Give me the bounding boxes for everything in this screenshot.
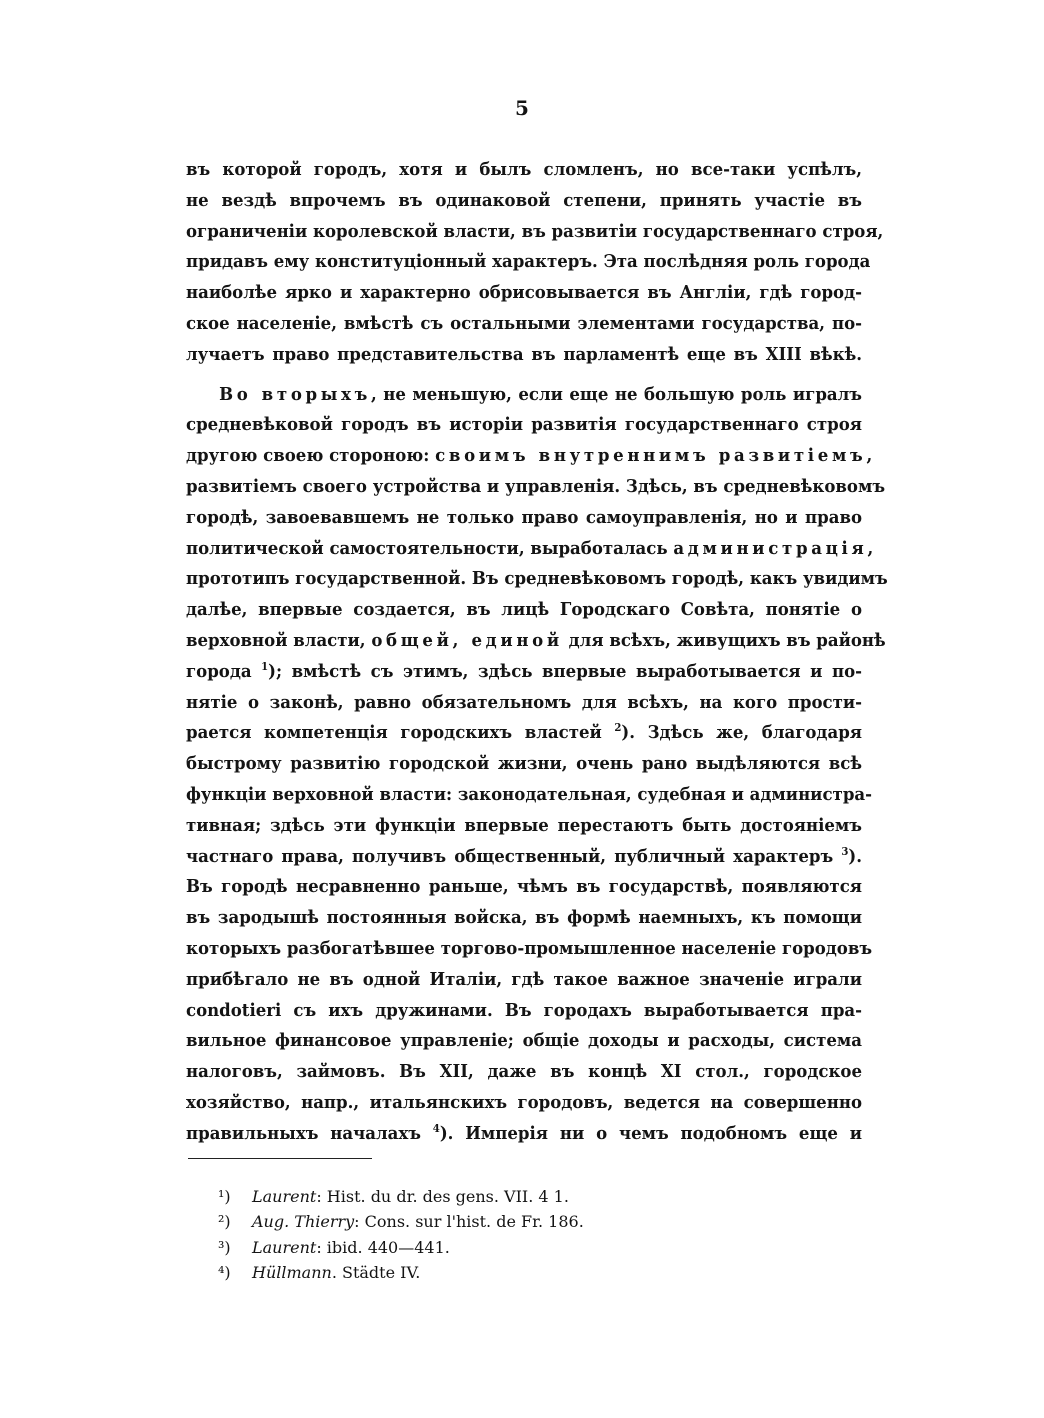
text-line: которыхъ разбогатѣвшее торгово-промышленное населеніе городовъ — [186, 937, 873, 959]
text-line: лучаетъ право представительства въ парламентѣ еще въ XIII вѣкѣ. — [186, 343, 863, 365]
line-text: ); вмѣстѣ съ этимъ, здѣсь впервые выработывается и по- — [268, 660, 863, 682]
text-line: въ зародышѣ постоянныя войска, въ формѣ наемныхъ, къ помощи — [186, 907, 863, 929]
text-line: прибѣгало не въ одной Италіи, гдѣ такое важное значеніе играли — [186, 968, 863, 990]
footnotes — [218, 1184, 818, 1285]
footnote-ref: 3 — [841, 844, 849, 858]
line-text: верховной власти, — [186, 629, 372, 651]
text-line: ограниченіи королевской власти, въ развитіи государственнаго строя, — [186, 220, 884, 242]
text-line — [186, 1119, 862, 1150]
line-text: , — [867, 537, 874, 559]
text-line: нятіе о законѣ, равно обязательномъ для всѣхъ, на кого прости- — [186, 691, 863, 713]
text-line: не вездѣ впрочемъ въ одинаковой степени, принять участіе въ — [186, 189, 863, 211]
emphasized-text: Во вторыхъ — [219, 383, 372, 405]
footnote-author: Laurent — [252, 1237, 317, 1257]
text-line: прототипъ государственной. Въ средневѣковомъ городѣ, какъ увидимъ — [186, 568, 888, 590]
footnote-text: . Städte IV. — [331, 1262, 421, 1282]
page-number: 5 — [515, 96, 529, 120]
footnote-number: ⁴) — [218, 1262, 231, 1282]
text-line: хозяйство, напр., итальянскихъ городовъ, ведется на совершенно — [186, 1091, 863, 1113]
text-line: тивная; здѣсь эти функціи впервые перестаютъ быть достояніемъ — [186, 814, 863, 836]
footnote-ref: 1 — [261, 659, 269, 673]
text-line — [186, 657, 862, 688]
footnote-ref: 2 — [614, 721, 622, 735]
emphasized-text: общей, единой — [371, 629, 563, 651]
line-text: города — [186, 660, 262, 682]
footnote — [218, 1209, 818, 1234]
text-line — [186, 380, 862, 411]
footnote — [218, 1260, 818, 1285]
text-line: въ которой городъ, хотя и былъ сломленъ, но все-таки успѣлъ, — [186, 159, 863, 180]
line-text: ). — [848, 845, 863, 867]
text-line: придавъ ему конституціонный характеръ. Эта послѣдняя роль города — [186, 251, 871, 273]
footnote-number: ³) — [218, 1237, 231, 1257]
line-text: для всѣхъ, живущихъ въ районѣ — [562, 629, 886, 651]
text-line: быстрому развитію городской жизни, очень рано выдѣляются всѣ — [186, 753, 863, 775]
text-line: наиболѣе ярко и характерно обрисовывается въ Англіи, гдѣ город- — [186, 282, 863, 304]
footnote — [218, 1235, 818, 1260]
line-text: рается компетенція городскихъ властей — [186, 722, 615, 744]
line-text: ). Здѣсь же, благодаря — [621, 722, 863, 744]
text-line: средневѣковой городъ въ исторіи развитія государственнаго строя — [186, 414, 863, 436]
line-text: политической самостоятельности, выработалась — [186, 537, 674, 559]
body-text — [186, 155, 888, 1150]
footnote-author: Aug. Thierry — [252, 1212, 355, 1232]
text-line: далѣе, впервые создается, въ лицѣ Городскаго Совѣта, понятіе о — [186, 599, 863, 621]
footnote-number: ¹) — [218, 1187, 231, 1206]
line-text: , — [866, 445, 873, 467]
footnote-ref: 4 — [432, 1121, 440, 1135]
line-text: другою своею стороною: — [186, 445, 436, 467]
line-text: , не меньшую, если еще не большую роль игралъ — [371, 383, 863, 405]
line-text: ). Имперія ни о чемъ подобномъ еще и — [439, 1122, 863, 1144]
line-text: частнаго права, получивъ общественный, публичный характеръ — [186, 845, 842, 867]
footnote-author: Laurent — [252, 1187, 317, 1206]
footnote-text: : ibid. 440—441. — [316, 1237, 450, 1257]
footnote-text: : Cons. sur l'hist. de Fr. 186. — [354, 1212, 584, 1232]
text-line — [186, 718, 862, 749]
emphasized-text: своимъ внутреннимъ развитіемъ — [435, 445, 867, 467]
footnote-divider — [188, 1158, 372, 1159]
text-line: ское населеніе, вмѣстѣ съ остальными элементами государства, по- — [186, 312, 863, 334]
footnote-text: : Hist. du dr. des gens. VII. 4 1. — [316, 1187, 569, 1206]
text-line: вильное финансовое управленіе; общіе доходы и расходы, система — [186, 1030, 863, 1052]
text-line: налоговъ, займовъ. Въ XII, даже въ концѣ XI стол., городское — [186, 1061, 863, 1083]
footnote-author: Hüllmann — [252, 1262, 332, 1282]
text-line — [186, 626, 886, 657]
text-line — [186, 842, 862, 873]
footnote — [218, 1184, 818, 1209]
text-line: городѣ, завоевавшемъ не только право самоуправленія, но и право — [186, 506, 863, 528]
text-line: развитіемъ своего устройства и управленія. Здѣсь, въ средневѣковомъ — [186, 475, 886, 497]
line-text: правильныхъ началахъ — [186, 1122, 433, 1144]
emphasized-text: администрація — [673, 537, 868, 559]
text-line: Въ городѣ несравненно раньше, чѣмъ въ государствѣ, появляются — [186, 876, 863, 898]
footnote-number: ²) — [218, 1212, 231, 1232]
text-line — [186, 534, 874, 565]
text-line — [186, 441, 873, 472]
text-line: condotieri съ ихъ дружинами. Въ городахъ выработывается пра- — [186, 999, 863, 1021]
text-line: функціи верховной власти: законодательная, судебная и администра- — [186, 783, 873, 805]
